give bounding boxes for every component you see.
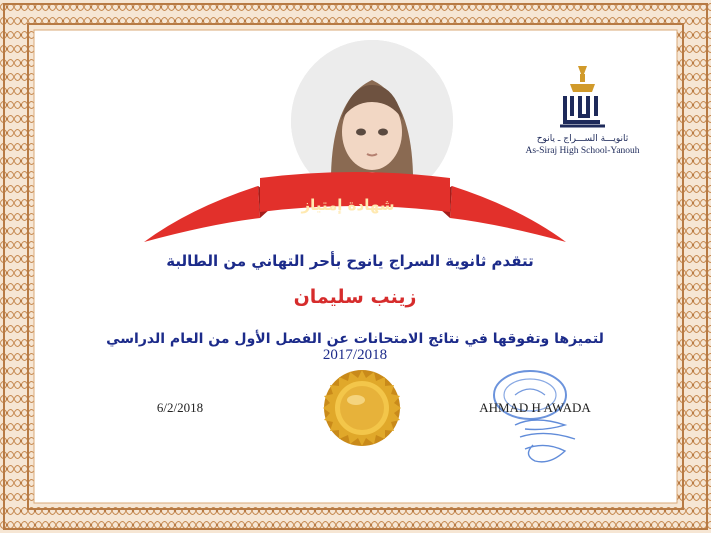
student-name: زينب سليمان: [293, 286, 417, 308]
school-logo: [520, 62, 645, 162]
school-emblem-icon: [520, 62, 645, 134]
achievement-text: لتميزها وتفوقها في نتائج الامتحانات عن الفصل الأول من العام الدراسي: [106, 331, 604, 347]
certificate-date: 6/2/2018: [156, 400, 204, 415]
achievement-line: [80, 331, 630, 364]
school-name-arabic: ثانويـــة الســـراج ـ يانوح: [536, 134, 629, 144]
gold-seal-icon: [322, 368, 402, 448]
school-name-english: As-Siraj High School-Yanouh: [525, 146, 640, 156]
school-stamp-icon: [475, 365, 595, 470]
academic-year: 2017/2018: [322, 347, 388, 363]
signer-name: AHMAD H AWADA: [479, 400, 591, 415]
congratulation-line: تتقدم ثانوية السراج يانوح بأحر التهاني من الطالبة: [166, 252, 534, 270]
certificate-title: شهادة إمتياز: [301, 196, 395, 214]
